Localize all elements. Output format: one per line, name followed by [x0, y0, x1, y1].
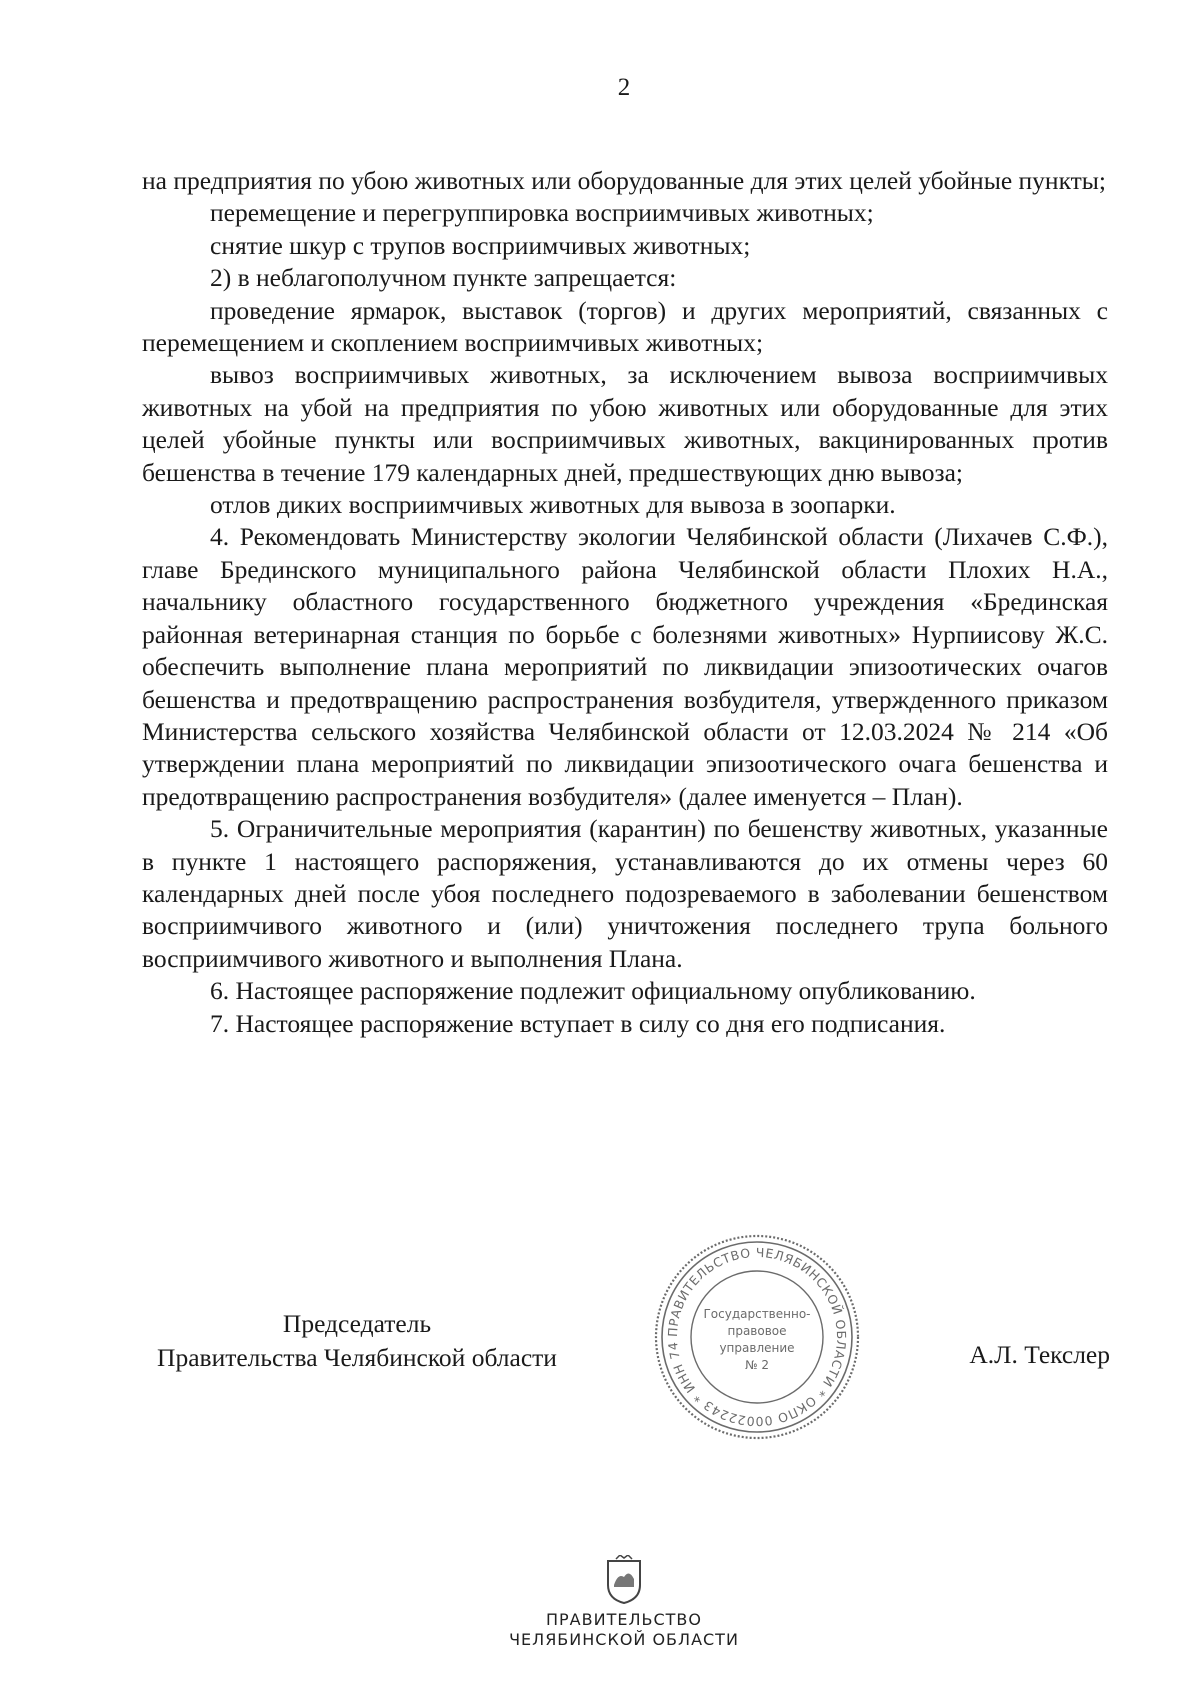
paragraph: проведение ярмарок, выставок (торгов) и других мероприятий, связанных с перемещением и скоплением восприимчивых животных;	[142, 295, 1108, 358]
paragraph: вывоз восприимчивых животных, за исключением вывоза восприимчивых животных на убой на предприятия по убою животных или оборудованные для этих целей убойные пункты или восприимчивых животных, вакцинированных против бешенства в течение 179 календарных дней, предшествующих дню вывоза;	[142, 360, 1108, 487]
footer-emblem-block	[0, 1555, 1200, 1650]
paragraph: на предприятия по убою животных или оборудованные для этих целей убойные пункты;	[142, 166, 1106, 195]
paragraph: 2) в неблагополучном пункте запрещается:	[210, 263, 677, 293]
paragraph: отлов диких восприимчивых животных для вывоза в зоопарки.	[210, 490, 896, 520]
paragraph: 6. Настоящее распоряжение подлежит официальному опубликованию.	[210, 976, 976, 1006]
seal-center-line2: правовое	[727, 1324, 787, 1338]
page-number: 2	[617, 74, 631, 101]
signatory-title	[132, 1307, 582, 1375]
signatory-title-line1: Председатель	[282, 1309, 432, 1338]
paragraph: 7. Настоящее распоряжение вступает в силу со дня его подписания.	[210, 1008, 946, 1038]
footer-line2: ЧЕЛЯБИНСКОЙ ОБЛАСТИ	[509, 1630, 739, 1649]
signatory-title-line2: Правительства Челябинской области	[157, 1343, 557, 1372]
coat-of-arms-icon	[602, 1555, 646, 1605]
seal-center-line3: управление	[719, 1341, 795, 1355]
seal-center-line4: № 2	[745, 1358, 769, 1372]
seal-graphic	[652, 1232, 862, 1442]
seal-ring-text: ПРАВИТЕЛЬСТВО ЧЕЛЯБИНСКОЙ ОБЛАСТИ * ОКПО 00022243 * ИНН 74	[664, 1244, 850, 1430]
official-seal	[652, 1232, 862, 1442]
paragraph: перемещение и перегруппировка восприимчивых животных;	[210, 198, 874, 228]
document-body	[142, 165, 1108, 1040]
paragraph: снятие шкур с трупов восприимчивых животных;	[210, 230, 751, 260]
footer-line1: ПРАВИТЕЛЬСТВО	[546, 1610, 702, 1629]
paragraph: 4. Рекомендовать Министерству экологии Челябинской области (Лихачев С.Ф.), главе Брединского муниципального района Челябинской области Плохих Н.А., начальнику областного государственного бюджетного учреждения «Брединская районная ветеринарная станция по борьбе с болезнями животных» Нурпиисову Ж.С. обеспечить выполнение плана мероприятий по ликвидации эпизоотических очагов бешенства и предотвращению распространения возбудителя, утвержденного приказом Министерства сельского хозяйства Челябинской области от 12.03.2024 № 214 «Об утверждении плана мероприятий по ликвидации эпизоотического очага бешенства и предотвращению распространения возбудителя» (далее именуется – План).	[142, 522, 1108, 811]
seal-center-line1: Государственно-	[703, 1307, 811, 1321]
paragraph: 5. Ограничительные мероприятия (карантин) по бешенству животных, указанные в пункте 1 настоящего распоряжения, устанавливаются до их отмены через 60 календарных дней после убоя последнего подозреваемого в заболевании бешенством восприимчивого животного и (или) уничтожения последнего трупа больного восприимчивого животного и выполнения Плана.	[142, 814, 1108, 973]
signatory-name: А.Л. Текслер	[969, 1340, 1110, 1369]
